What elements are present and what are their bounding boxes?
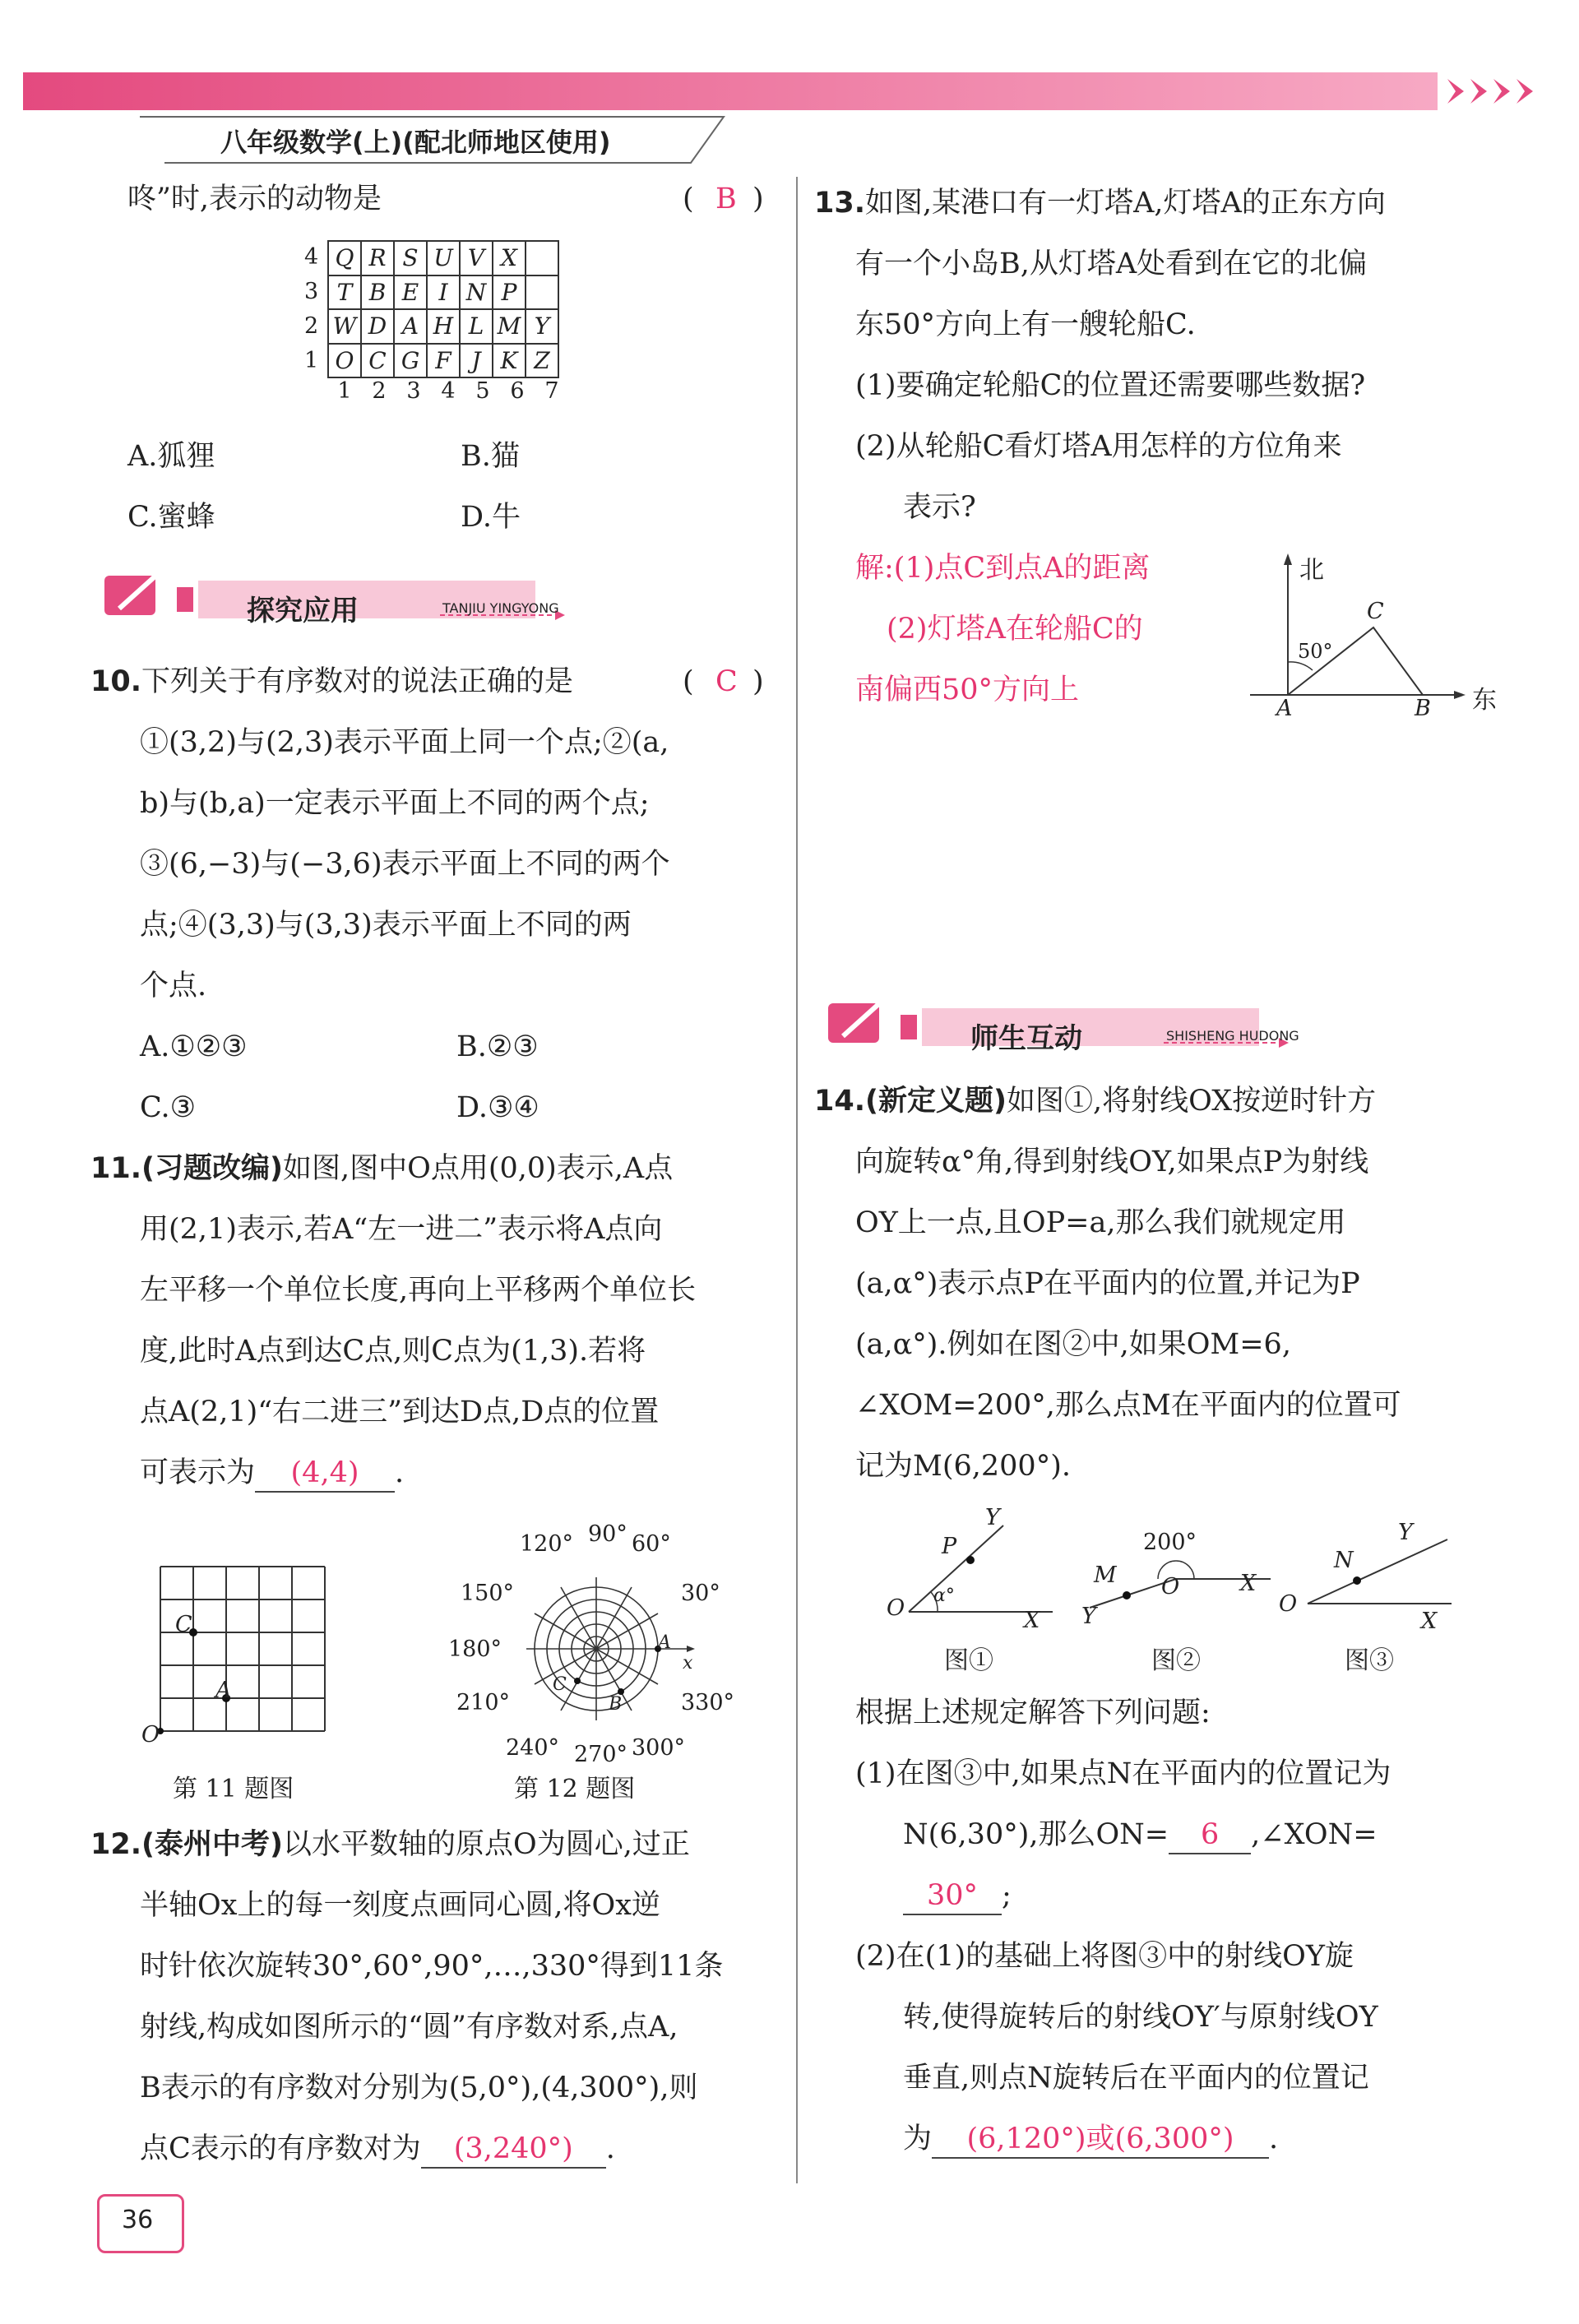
q12-line: 射线,构成如图所示的“圆”有序数对系,点A, (140, 2011, 678, 2044)
grid-cell: E (394, 275, 427, 310)
q12-label-b: B (609, 1694, 623, 1715)
q10-option-d: D.③④ (456, 1091, 539, 1124)
fig1-label-x: X (1024, 1608, 1040, 1633)
q13-solution-2: (2)灯塔A在轮船C的 (887, 613, 1143, 646)
q14-instruction: 根据上述规定解答下列问题: (855, 1697, 1211, 1729)
grid-cell: B (361, 275, 394, 310)
q14-sub2-answer: (6,120°)或(6,300°) (932, 2121, 1269, 2159)
grid-cell: V (460, 241, 493, 275)
q12-label-x: x (683, 1653, 693, 1674)
q14-sub2-a: (2)在(1)的基础上将图③中的射线OY旋 (855, 1940, 1354, 1973)
fig2-label-m: M (1094, 1562, 1117, 1588)
q12-line: 以水平数轴的原点O为圆心,过正 (283, 1828, 690, 1861)
fig1-label-y: Y (985, 1505, 1000, 1530)
q14-figure-3 (1291, 1521, 1480, 1645)
q10-option-a: A.①②③ (140, 1030, 248, 1063)
q13-sub1: (1)要确定轮船C的位置还需要哪些数据? (855, 369, 1366, 402)
q14-sub2-c: 垂直,则点N旋转后在平面内的位置记 (903, 2062, 1369, 2095)
q11-last-suffix: . (395, 1456, 405, 1489)
grid-cell (526, 275, 558, 310)
q13-solution-1: 解:(1)点C到点A的距离 (855, 552, 1151, 585)
q14-line: OY上一点,且OP=a,那么我们就规定用 (855, 1206, 1346, 1239)
angle-label: 240° (506, 1735, 560, 1761)
q14-sub2-d-prefix: 为 (903, 2123, 933, 2155)
section-pinyin-2: SHISHENG HUDONG (1166, 1028, 1299, 1044)
fig2-label-o: O (1161, 1574, 1180, 1599)
section-title-2: 师生互动 (970, 1022, 1082, 1055)
grid-row-label: 4 (304, 244, 319, 270)
q11-last-prefix: 可表示为 (140, 1456, 256, 1489)
grid-cell: L (460, 309, 493, 344)
fig3-label-n: N (1334, 1548, 1354, 1573)
q9-answer: B (715, 183, 737, 215)
q14-line: 如图①,将射线OX按逆时针方 (1007, 1085, 1377, 1118)
fig2-label-x: X (1240, 1571, 1257, 1596)
q10-number: 10. (90, 665, 142, 698)
q9-answer-close: ) (752, 183, 764, 215)
section-pinyin-1: TANJIU YINGYONG (442, 600, 559, 616)
point-p (966, 1556, 975, 1564)
q11-number: 11. (90, 1152, 142, 1185)
q12-number: 12. (90, 1828, 142, 1861)
fig1-label-o: O (887, 1595, 905, 1621)
grid-cell: J (460, 344, 493, 378)
angle-label: 270° (574, 1742, 628, 1767)
q14-sub2-b: 转,使得旋转后的射线OY′与原射线OY (903, 2001, 1378, 2034)
q12-tag: (泰州中考) (141, 1828, 284, 1861)
q9-stem-tail: 咚”时,表示的动物是 (127, 183, 382, 215)
q11-line: 度,此时A点到达C点,则C点为(1,3).若将 (140, 1335, 646, 1368)
q14-sub1-b-prefix: N(6,30°),那么ON= (903, 1818, 1169, 1851)
grid-col-label: 3 (406, 378, 421, 404)
q14-line: (a,α°)表示点P在平面内的位置,并记为P (855, 1267, 1360, 1300)
q14-sub1-answer-2: 30° (903, 1877, 1002, 1915)
grid-cell: M (493, 309, 526, 344)
q11-figure (136, 1558, 350, 1756)
grid-cell: P (493, 275, 526, 310)
angle-label: 90° (588, 1521, 627, 1547)
q14-line: 向旋转α°角,得到射线OY,如果点P为射线 (855, 1146, 1369, 1178)
q12-line: B表示的有序数对分别为(5,0°),(4,300°),则 (140, 2072, 698, 2104)
fig1-label-p: P (942, 1534, 957, 1559)
grid-col-label: 6 (510, 378, 525, 404)
q13-label-a: A (1276, 696, 1293, 721)
q10-line: ①(3,2)与(2,3)表示平面上同一个点;②(a, (140, 726, 669, 759)
grid-row-label: 3 (304, 279, 319, 304)
grid-cell: Y (526, 309, 558, 344)
grid-cell: O (328, 344, 361, 378)
angle-label: 300° (632, 1735, 686, 1761)
q12-last-suffix: . (605, 2132, 615, 2165)
q10-option-b: B.②③ (456, 1030, 539, 1063)
q13-sub2-b: 表示? (903, 491, 976, 524)
q9-option-a: A.狐狸 (127, 440, 215, 473)
fig1-caption: 图① (944, 1646, 993, 1675)
point-n (1353, 1576, 1361, 1585)
q11-caption: 第 11 题图 (173, 1775, 294, 1803)
q11-line: 如图,图中O点用(0,0)表示,A点 (283, 1152, 674, 1185)
grid-row-label: 1 (304, 348, 319, 373)
grid-cell: H (427, 309, 460, 344)
q9-option-c: C.蜜蜂 (127, 501, 215, 534)
q9-option-d: D.牛 (461, 501, 521, 534)
grid-cell: I (427, 275, 460, 310)
grid-cell: F (427, 344, 460, 378)
grid-col-label: 2 (372, 378, 387, 404)
q14-tag: (新定义题) (865, 1085, 1007, 1118)
grid-cell: C (361, 344, 394, 378)
grid-cell: D (361, 309, 394, 344)
q13-label-c: C (1367, 599, 1384, 624)
q13-label-east: 东 (1472, 686, 1497, 715)
q14-sub1-a: (1)在图③中,如果点N在平面内的位置记为 (855, 1757, 1391, 1790)
grid-cell: S (394, 241, 427, 275)
grid-col-label: 1 (337, 378, 352, 404)
q13-label-north: 北 (1299, 556, 1324, 585)
point-c (574, 1678, 581, 1684)
q13-number: 13. (814, 187, 866, 220)
fig3-label-x: X (1421, 1609, 1438, 1634)
grid-row-label: 2 (304, 313, 319, 339)
q12-line: 半轴Ox上的每一刻度点画同心圆,将Ox逆 (140, 1889, 660, 1922)
q10-option-c: C.③ (140, 1091, 197, 1124)
grid-cell: K (493, 344, 526, 378)
q13-sub2-a: (2)从轮船C看灯塔A用怎样的方位角来 (855, 430, 1342, 463)
angle-label: 30° (681, 1581, 720, 1606)
fig3-label-y: Y (1398, 1520, 1413, 1545)
grid-cell: U (427, 241, 460, 275)
q14-line: ∠XOM=200°,那么点M在平面内的位置可 (855, 1389, 1401, 1422)
q13-figure (1234, 547, 1497, 728)
q11-label-a: A (215, 1678, 232, 1703)
q10-stem: 下列关于有序数对的说法正确的是 (141, 665, 574, 698)
q11-line: 点A(2,1)“右二进三”到达D点,D点的位置 (140, 1396, 660, 1428)
q11-line: 用(2,1)表示,若A“左一进二”表示将A点向 (140, 1213, 663, 1246)
fig2-caption: 图② (1151, 1646, 1201, 1675)
q11-line: 左平移一个单位长度,再向上平移两个单位长 (140, 1274, 697, 1307)
grid-cell: Z (526, 344, 558, 378)
grid-cell (526, 241, 558, 275)
q14-number: 14. (814, 1085, 866, 1118)
fig2-label-angle: 200° (1143, 1530, 1197, 1555)
q12-label-c: C (553, 1674, 567, 1695)
grid-cell: G (394, 344, 427, 378)
q12-line: 时针依次旋转30°,60°,90°,…,330°得到11条 (140, 1950, 724, 1983)
q13-line: 东50°方向上有一艘轮船C. (855, 308, 1196, 341)
fig3-label-o: O (1279, 1591, 1298, 1617)
q13-label-b: B (1415, 696, 1431, 721)
q10-line: 点;④(3,3)与(3,3)表示平面上不同的两 (140, 909, 632, 942)
letter-grid (304, 240, 569, 404)
q13-line: 有一个小岛B,从灯塔A处看到在它的北偏 (855, 248, 1368, 280)
book-title: 八年级数学(上)(配北师地区使用) (220, 127, 611, 158)
angle-label: 210° (456, 1690, 511, 1715)
grid-cell: Q (328, 241, 361, 275)
grid-cell: X (493, 241, 526, 275)
q13-line: 如图,某港口有一灯塔A,灯塔A的正东方向 (865, 187, 1386, 220)
angle-label: 120° (520, 1531, 574, 1557)
grid-cell: A (394, 309, 427, 344)
grid-cell: W (328, 309, 361, 344)
grid-col-label: 7 (544, 378, 559, 404)
angle-label: 330° (681, 1690, 735, 1715)
section-title-1: 探究应用 (247, 595, 359, 627)
point-m (1123, 1591, 1131, 1599)
q11-tag: (习题改编) (141, 1152, 284, 1185)
q10-line: ③(6,−3)与(−3,6)表示平面上不同的两个 (140, 848, 670, 881)
q12-caption: 第 12 题图 (514, 1775, 636, 1803)
q13-label-angle: 50° (1298, 640, 1333, 663)
q14-line: (a,α°).例如在图②中,如果OM=6, (855, 1328, 1291, 1361)
grid-cell: T (328, 275, 361, 310)
grid-cell: R (361, 241, 394, 275)
grid-cell: N (460, 275, 493, 310)
q12-figure (493, 1554, 707, 1752)
q10-answer: C (715, 665, 738, 698)
q14-sub2-end: . (1269, 2123, 1279, 2155)
page-number: 36 (122, 2206, 154, 2234)
q14-sub1-end: ; (1002, 1879, 1012, 1912)
q14-sub1-answer-1: 6 (1169, 1817, 1251, 1854)
grid-col-label: 5 (475, 378, 490, 404)
q12-label-a: A (658, 1632, 671, 1653)
q13-solution-3: 南偏西50°方向上 (855, 674, 1080, 706)
q11-answer: (4,4) (255, 1455, 395, 1493)
q11-label-c: C (175, 1612, 192, 1637)
q12-answer: (3,240°) (421, 2131, 606, 2169)
angle-label: 60° (632, 1531, 671, 1557)
q9-answer-open: ( (683, 183, 694, 215)
fig3-caption: 图③ (1345, 1646, 1394, 1675)
angle-label: 150° (461, 1581, 515, 1606)
fig2-label-y: Y (1081, 1604, 1096, 1629)
column-divider (796, 177, 798, 2183)
q10-line: 个点. (140, 970, 207, 1002)
q14-sub1-b-mid: ,∠XON= (1251, 1818, 1378, 1851)
grid-col-label: 4 (441, 378, 456, 404)
angle-label: 180° (448, 1637, 502, 1662)
q11-label-o: O (141, 1722, 160, 1748)
q14-line: 记为M(6,200°). (855, 1450, 1071, 1483)
q9-option-b: B.猫 (461, 440, 520, 473)
fig1-label-alpha: α° (933, 1586, 955, 1606)
q10-line: b)与(b,a)一定表示平面上不同的两个点; (140, 787, 650, 820)
q12-last-prefix: 点C表示的有序数对为 (140, 2132, 421, 2165)
